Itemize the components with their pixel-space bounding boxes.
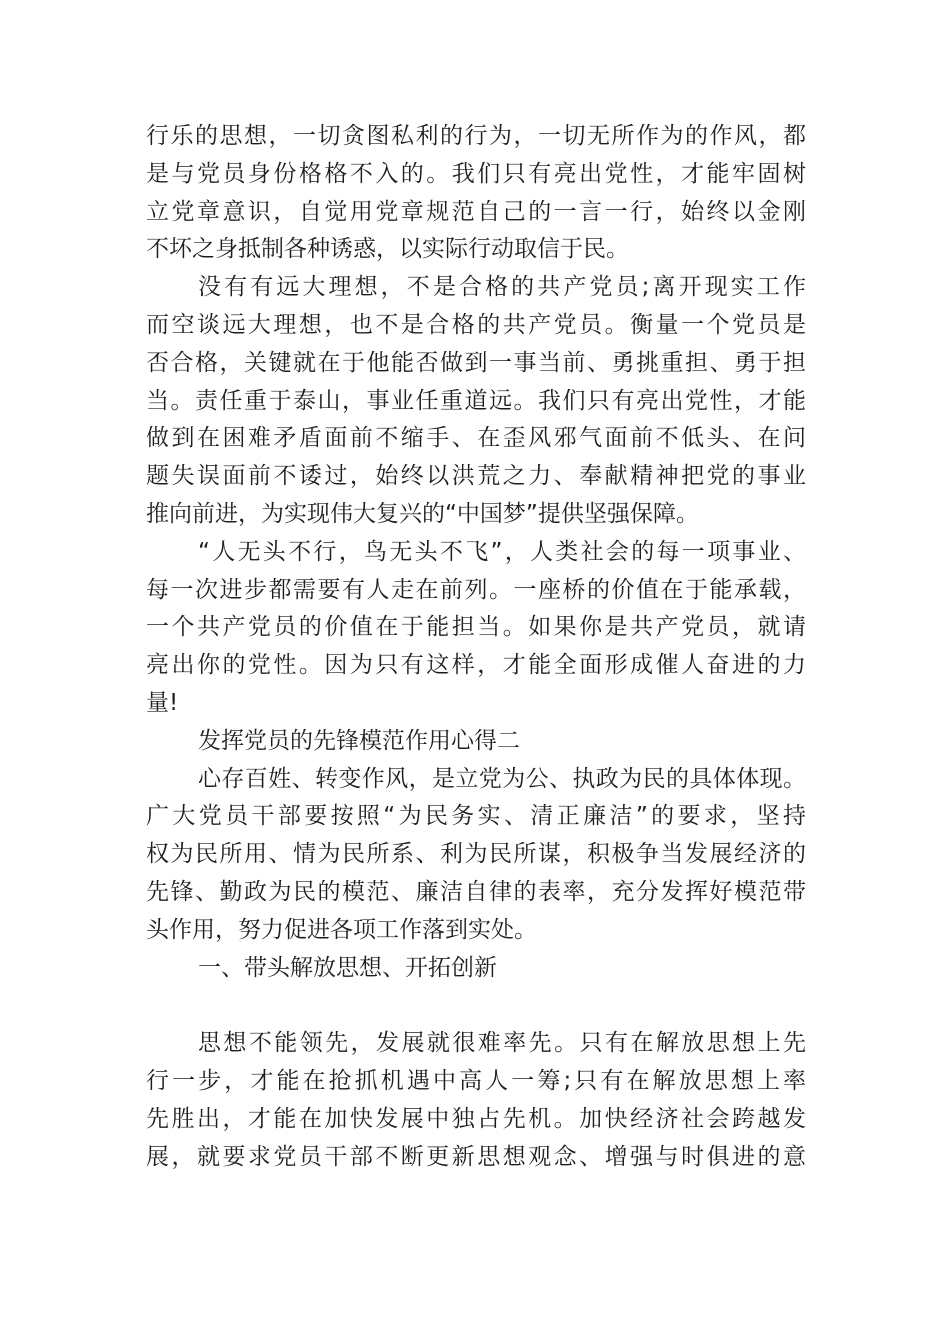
text-line: 行一步，才能在抢抓机遇中高人一筹;只有在解放思想上率	[146, 1068, 806, 1095]
text-line: 先胜出，才能在加快发展中独占先机。加快经济社会跨越发	[146, 1105, 806, 1132]
text-line: 心存百姓、转变作风，是立党为公、执政为民的具体体现。	[198, 765, 806, 792]
document-body	[146, 118, 806, 1177]
text-line: “人无头不行，鸟无头不飞”，人类社会的每一项事业、	[198, 538, 806, 565]
text-line: 展，就要求党员干部不断更新思想观念、增强与时俱进的意	[146, 1143, 806, 1170]
text-line: 而空谈远大理想，也不是合格的共产党员。衡量一个党员是	[146, 311, 806, 338]
text-line: 亮出你的党性。因为只有这样，才能全面形成催人奋进的力	[146, 652, 806, 679]
subsection-heading: 一、带头解放思想、开拓创新	[198, 954, 497, 981]
text-line: 题失误面前不诿过，始终以洪荒之力、奉献精神把党的事业	[146, 463, 806, 490]
text-line: 是与党员身份格格不入的。我们只有亮出党性，才能牢固树	[146, 160, 806, 187]
text-line: 当。责任重于泰山，事业任重道远。我们只有亮出党性，才能	[146, 387, 806, 414]
text-line: 广大党员干部要按照“为民务实、清正廉洁”的要求，坚持	[146, 803, 806, 830]
text-line: 不坏之身抵制各种诱惑，以实际行动取信于民。	[146, 236, 629, 263]
text-line: 每一次进步都需要有人走在前列。一座桥的价值在于能承载，	[146, 576, 806, 603]
text-line: 立党章意识，自觉用党章规范自己的一言一行，始终以金刚	[146, 198, 806, 225]
text-line: 量!	[146, 689, 179, 716]
text-line: 先锋、勤政为民的模范、廉洁自律的表率，充分发挥好模范带	[146, 878, 806, 905]
text-line: 思想不能领先，发展就很难率先。只有在解放思想上先	[198, 1030, 806, 1057]
text-line: 做到在困难矛盾面前不缩手、在歪风邪气面前不低头、在问	[146, 425, 806, 452]
text-line: 推向前进，为实现伟大复兴的“中国梦”提供坚强保障。	[146, 500, 699, 527]
text-line: 没有有远大理想，不是合格的共产党员;离开现实工作	[198, 274, 806, 301]
blank-line	[146, 987, 806, 1025]
text-line: 头作用，努力促进各项工作落到实处。	[146, 916, 537, 943]
text-line: 行乐的思想，一切贪图私利的行为，一切无所作为的作风，都	[146, 123, 806, 149]
section-heading: 发挥党员的先锋模范作用心得二	[198, 727, 520, 754]
text-line: 权为民所用、情为民所系、利为民所谋，积极争当发展经济的	[146, 841, 806, 868]
text-line: 否合格，关键就在于他能否做到一事当前、勇挑重担、勇于担	[146, 349, 806, 376]
text-line: 一个共产党员的价值在于能担当。如果你是共产党员，就请	[146, 614, 806, 641]
